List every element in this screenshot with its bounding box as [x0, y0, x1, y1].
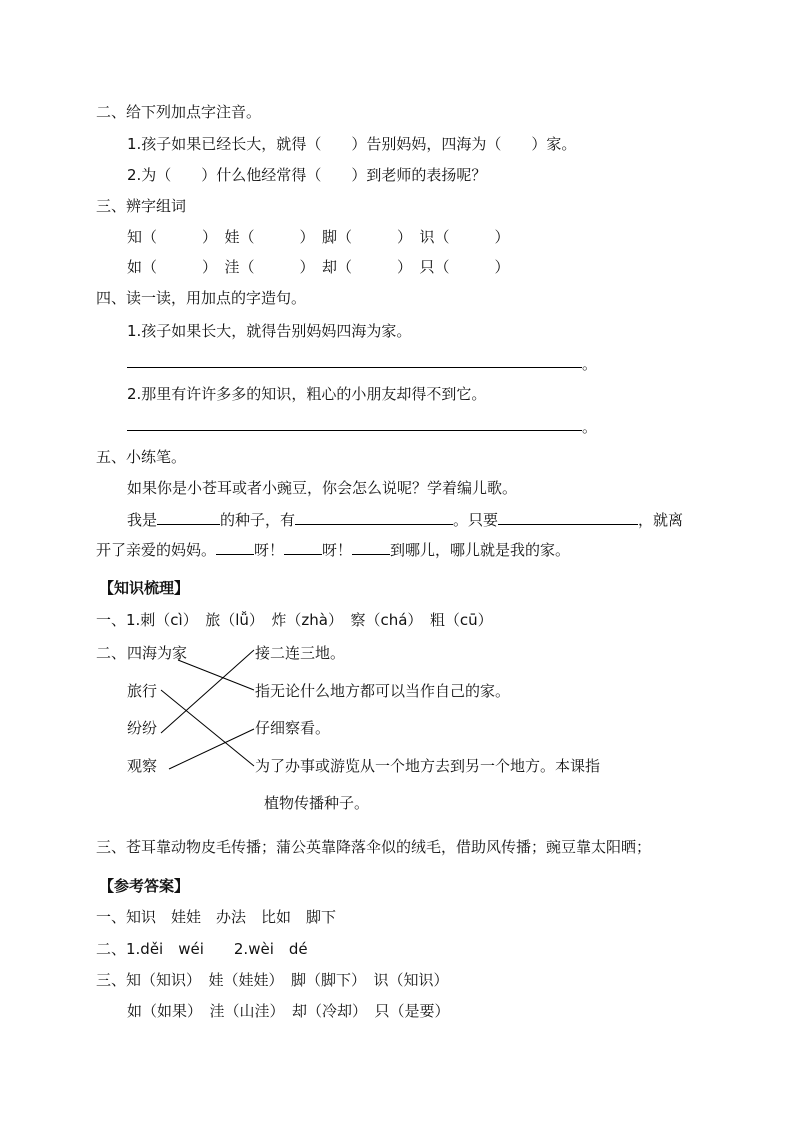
- match-right-1: 接二连三地。: [255, 644, 346, 662]
- match-line-3: [161, 650, 254, 733]
- answers-line-3: 三、知（知识） 娃（娃娃） 脚（脚下） 识（知识）: [96, 971, 449, 989]
- answers-line-2: 二、1.děi wéi 2.wèi dé: [96, 940, 308, 958]
- match-left-1: 四海为家: [127, 644, 188, 662]
- fill-text: 的种子，有: [220, 511, 296, 529]
- fill-text: 呀！: [254, 541, 285, 559]
- fill-text: 开了亲爱的妈妈。: [96, 541, 217, 559]
- section2-q1: 1.孩子如果已经长大，就得（ ）告别妈妈，四海为（ ）家。: [127, 135, 577, 153]
- section3-row2: 如（ ） 洼（ ） 却（ ） 只（ ）: [127, 258, 510, 276]
- knowledge-line-3: 三、苍耳靠动物皮毛传播；蒲公英靠降落伞似的绒毛，借助风传播；豌豆靠太阳晒；: [96, 838, 652, 856]
- answer-line-2-period: 。: [582, 418, 598, 436]
- match-left-3: 纷纷: [127, 719, 158, 737]
- section3-row1: 知（ ） 娃（ ） 脚（ ） 识（ ）: [127, 228, 510, 246]
- fill-text: ，就离: [638, 511, 684, 529]
- match-line-4: [169, 729, 254, 769]
- match-right-4: 为了办事或游览从一个地方去到另一个地方。本课指: [255, 757, 601, 775]
- section5-title: 五、小练笔。: [96, 448, 187, 466]
- section4-q2: 2.那里有许许多多的知识，粗心的小朋友却得不到它。: [127, 385, 487, 403]
- knowledge-line-1: 一、1.刺（cì） 旅（lǚ） 炸（zhà） 察（chá） 粗（cū）: [96, 611, 493, 629]
- fill-text: 到哪儿，哪儿就是我的家。: [390, 541, 571, 559]
- fill-text: 呀！: [322, 541, 353, 559]
- match-right-3: 仔细察看。: [255, 719, 331, 737]
- section4-title: 四、读一读，用加点的字造句。: [96, 289, 307, 307]
- match-left-4: 观察: [127, 757, 158, 775]
- match-line-2: [161, 690, 254, 766]
- knowledge-header: 【知识梳理】: [99, 579, 190, 597]
- fill-text: 。只要: [453, 511, 499, 529]
- fill-text: 我是: [127, 511, 158, 529]
- section2-title: 二、给下列加点字注音。: [96, 103, 262, 121]
- match-line-1: [178, 660, 254, 690]
- match-right-4-continued: 植物传播种子。: [264, 794, 370, 812]
- match-right-2: 指无论什么地方都可以当作自己的家。: [255, 682, 511, 700]
- answers-header: 【参考答案】: [99, 877, 190, 895]
- answer-line-1-period: 。: [582, 355, 598, 373]
- answers-line-4: 如（如果） 洼（山洼） 却（冷却） 只（是要）: [127, 1002, 450, 1020]
- answers-line-1: 一、知识 娃娃 办法 比如 脚下: [96, 908, 337, 926]
- section2-q2: 2.为（ ）什么他经常得（ ）到老师的表扬呢？: [127, 166, 487, 184]
- section5-prompt: 如果你是小苍耳或者小豌豆，你会怎么说呢？学着编儿歌。: [127, 479, 518, 497]
- knowledge-line-2-prefix: 二、: [96, 644, 127, 662]
- match-left-2: 旅行: [127, 682, 158, 700]
- section4-q1: 1.孩子如果长大，就得告别妈妈四海为家。: [127, 322, 412, 340]
- section3-title: 三、辨字组词: [96, 197, 187, 215]
